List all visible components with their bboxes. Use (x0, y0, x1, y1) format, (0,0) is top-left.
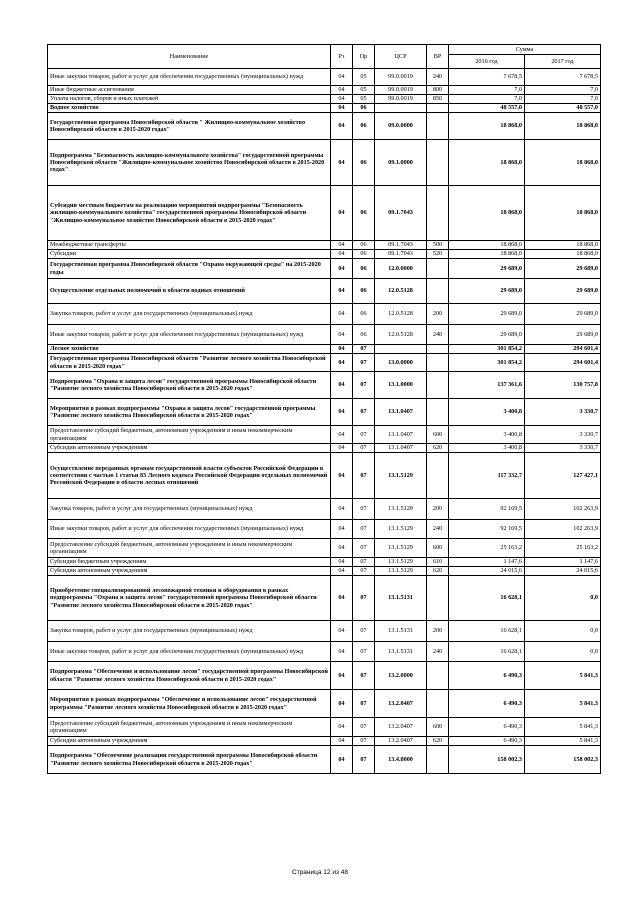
cell-rz: 04 (331, 304, 353, 325)
cell-csr: 13.1.5131 (375, 576, 427, 621)
cell-rz: 04 (331, 86, 353, 95)
cell-vr (427, 690, 449, 718)
cell-pr: 07 (353, 558, 375, 567)
cell-pr: 07 (353, 453, 375, 499)
cell-pr: 07 (353, 499, 375, 520)
cell-rz: 04 (331, 325, 353, 345)
cell-name: Водное хозяйство (48, 104, 331, 113)
cell-csr: 12.0.0000 (375, 259, 427, 279)
cell-2016: 24 015,6 (449, 567, 525, 576)
table-row (48, 642, 601, 662)
table-row (48, 499, 601, 520)
cell-csr: 13.1.5129 (375, 499, 427, 520)
cell-2017: 7,0 (525, 95, 601, 104)
cell-name: Субсидии автономным учреждениям (48, 444, 331, 453)
cell-rz: 04 (331, 279, 353, 304)
cell-2016: 16 628,1 (449, 621, 525, 642)
cell-vr: 240 (427, 520, 449, 539)
cell-pr: 05 (353, 86, 375, 95)
cell-vr: 850 (427, 95, 449, 104)
cell-vr (427, 453, 449, 499)
cell-name: Иные закупки товаров, работ и услуг для обеспечения государственных (муниципальных) нужд (48, 69, 331, 86)
cell-rz: 04 (331, 140, 353, 186)
cell-csr: 12.0.5128 (375, 325, 427, 345)
table-row (48, 520, 601, 539)
cell-2016: 6 490,3 (449, 737, 525, 746)
cell-name: Лесное хозяйство (48, 345, 331, 354)
cell-vr: 240 (427, 325, 449, 345)
cell-rz: 04 (331, 567, 353, 576)
col-name-header: Наименование (48, 45, 331, 69)
cell-vr: 500 (427, 241, 449, 250)
cell-2017: 3 330,7 (525, 399, 601, 426)
cell-2017: 29 689,0 (525, 259, 601, 279)
cell-vr: 200 (427, 499, 449, 520)
cell-pr: 06 (353, 250, 375, 259)
cell-name: Закупка товаров, работ и услуг для государственных (муниципальных) нужд (48, 621, 331, 642)
cell-csr (375, 345, 427, 354)
col-pr-header: Пр (353, 45, 375, 69)
cell-csr: 12.0.5128 (375, 304, 427, 325)
cell-2016: 7,0 (449, 95, 525, 104)
cell-csr: 09.0.0000 (375, 113, 427, 140)
cell-csr: 13.2.0407 (375, 690, 427, 718)
table-row (48, 690, 601, 718)
cell-vr (427, 113, 449, 140)
cell-name: Предоставление субсидий бюджетным, автономным учреждениям и иным некоммерческим организациям (48, 539, 331, 558)
table-row (48, 104, 601, 113)
cell-2017: 7,0 (525, 86, 601, 95)
cell-csr: 13.1.5129 (375, 539, 427, 558)
cell-csr (375, 104, 427, 113)
cell-2017: 18 868,0 (525, 113, 601, 140)
cell-rz: 04 (331, 345, 353, 354)
cell-rz: 04 (331, 372, 353, 399)
cell-vr (427, 746, 449, 774)
cell-csr: 13.1.0000 (375, 372, 427, 399)
cell-vr: 600 (427, 539, 449, 558)
cell-rz: 04 (331, 186, 353, 241)
cell-name: Подпрограмма "Охрана и защита лесов" государственной программы Новосибирской области "Развитие лесного хозяйства Новосибирской области в 2015-2020 годах" (48, 372, 331, 399)
cell-2017: 3 330,7 (525, 426, 601, 444)
table-row (48, 325, 601, 345)
cell-2017: 48 557,0 (525, 104, 601, 113)
table-row (48, 304, 601, 325)
cell-name: Подпрограмма "Безопасность жилищно-коммунального хозяйства" государственной программы Новосибирской области "Жилищно-коммунальное хозяйство Новосибирской области в 2015-2020 годах" (48, 140, 331, 186)
table-row (48, 241, 601, 250)
cell-vr (427, 279, 449, 304)
cell-vr (427, 104, 449, 113)
cell-rz: 04 (331, 241, 353, 250)
cell-2016: 1 147,6 (449, 558, 525, 567)
cell-rz: 04 (331, 259, 353, 279)
cell-name: Иные закупки товаров, работ и услуг для обеспечения государственных (муниципальных) нужд (48, 642, 331, 662)
cell-pr: 06 (353, 140, 375, 186)
table-row (48, 259, 601, 279)
cell-csr: 13.1.5129 (375, 558, 427, 567)
cell-2016: 29 689,0 (449, 259, 525, 279)
cell-pr: 07 (353, 718, 375, 737)
cell-pr: 07 (353, 399, 375, 426)
cell-vr: 610 (427, 558, 449, 567)
table-row (48, 737, 601, 746)
cell-name: Предоставление субсидий бюджетным, автономным учреждениям и иным некоммерческим организациям (48, 718, 331, 737)
cell-rz: 04 (331, 621, 353, 642)
table-row (48, 718, 601, 737)
cell-2017: 5 841,3 (525, 718, 601, 737)
cell-rz: 04 (331, 520, 353, 539)
col-csr-header: ЦСР (375, 45, 427, 69)
cell-2016: 25 163,2 (449, 539, 525, 558)
table-row (48, 113, 601, 140)
cell-2016: 18 868,0 (449, 186, 525, 241)
cell-csr: 13.1.0407 (375, 444, 427, 453)
cell-rz: 04 (331, 426, 353, 444)
cell-name: Субсидии местным бюджетам на реализацию мероприятий подпрограммы "Безопасность жилищно-коммунального хозяйства" государственной программы Новосибирской области "Жилищно-коммунальное хозяйство Новосибирской области в 2015-2020 годах" (48, 186, 331, 241)
cell-2016: 29 689,0 (449, 279, 525, 304)
cell-pr: 06 (353, 104, 375, 113)
cell-2016: 18 868,0 (449, 113, 525, 140)
cell-2016: 6 490,3 (449, 690, 525, 718)
cell-pr: 07 (353, 444, 375, 453)
cell-2016: 117 332,7 (449, 453, 525, 499)
cell-2017: 29 689,0 (525, 279, 601, 304)
cell-csr: 12.0.5128 (375, 279, 427, 304)
cell-rz: 04 (331, 399, 353, 426)
cell-2017: 18 868,0 (525, 186, 601, 241)
cell-rz: 04 (331, 95, 353, 104)
col-sum-header: Сумма (449, 45, 601, 55)
table-row (48, 746, 601, 774)
cell-vr: 200 (427, 621, 449, 642)
cell-pr: 07 (353, 737, 375, 746)
cell-csr: 13.4.0000 (375, 746, 427, 774)
cell-csr: 13.1.0407 (375, 399, 427, 426)
cell-2017: 5 841,3 (525, 662, 601, 690)
cell-rz: 04 (331, 746, 353, 774)
cell-rz: 04 (331, 690, 353, 718)
cell-pr: 07 (353, 662, 375, 690)
cell-2017: 18 868,0 (525, 250, 601, 259)
cell-pr: 07 (353, 690, 375, 718)
cell-name: Государственная программа Новосибирской области "Развитие лесного хозяйства Новосибирской области в 2015-2020 годах" (48, 354, 331, 372)
cell-vr (427, 140, 449, 186)
cell-2017: 3 330,7 (525, 444, 601, 453)
cell-csr: 99.0.0019 (375, 95, 427, 104)
cell-csr: 99.0.0019 (375, 86, 427, 95)
cell-name: Субсидии бюджетным учреждениям (48, 558, 331, 567)
cell-rz: 04 (331, 250, 353, 259)
page-number: Страница 12 из 48 (292, 869, 348, 876)
cell-2016: 3 400,8 (449, 399, 525, 426)
table-row (48, 186, 601, 241)
cell-vr: 600 (427, 718, 449, 737)
cell-rz: 04 (331, 69, 353, 86)
cell-pr: 06 (353, 113, 375, 140)
cell-csr: 13.2.0407 (375, 718, 427, 737)
cell-rz: 04 (331, 576, 353, 621)
cell-name: Иные закупки товаров, работ и услуг для обеспечения государственных (муниципальных) нужд (48, 325, 331, 345)
cell-2016: 6 490,3 (449, 718, 525, 737)
cell-pr: 06 (353, 279, 375, 304)
cell-pr: 07 (353, 746, 375, 774)
cell-2016: 92 169,5 (449, 520, 525, 539)
cell-2016: 18 868,0 (449, 250, 525, 259)
cell-2017: 18 868,0 (525, 140, 601, 186)
table-row (48, 453, 601, 499)
col-vr-header: ВР (427, 45, 449, 69)
table-row (48, 345, 601, 354)
cell-2016: 7 678,5 (449, 69, 525, 86)
cell-csr: 13.0.0000 (375, 354, 427, 372)
cell-name: Иные бюджетные ассигнования (48, 86, 331, 95)
cell-pr: 05 (353, 95, 375, 104)
cell-csr: 09.1.7043 (375, 250, 427, 259)
cell-vr: 240 (427, 69, 449, 86)
table-row (48, 558, 601, 567)
table-row (48, 372, 601, 399)
cell-2016: 7,0 (449, 86, 525, 95)
table-row (48, 426, 601, 444)
cell-csr: 13.1.5131 (375, 621, 427, 642)
cell-2017: 29 689,0 (525, 325, 601, 345)
cell-rz: 04 (331, 354, 353, 372)
cell-vr (427, 345, 449, 354)
cell-name: Мероприятия в рамках подпрограммы "Обеспечение и использование лесов" государственной программы "Развитие лесного хозяйства Новосибирской области в 2015-2020 годах" (48, 690, 331, 718)
cell-pr: 07 (353, 642, 375, 662)
table-row (48, 279, 601, 304)
cell-2017: 1 147,6 (525, 558, 601, 567)
cell-name: Государственная программа Новосибирской области " Жилищно-коммунальное хозяйство Новосибирской области в 2015-2020 годах" (48, 113, 331, 140)
cell-2017: 102 263,9 (525, 520, 601, 539)
cell-pr: 07 (353, 345, 375, 354)
table-body (48, 69, 601, 774)
budget-page (47, 44, 600, 774)
cell-vr: 200 (427, 304, 449, 325)
cell-rz: 04 (331, 444, 353, 453)
cell-rz: 04 (331, 737, 353, 746)
cell-pr: 07 (353, 520, 375, 539)
cell-vr: 620 (427, 567, 449, 576)
cell-name: Межбюджетные трансферты (48, 241, 331, 250)
table-row (48, 250, 601, 259)
cell-rz: 04 (331, 558, 353, 567)
cell-2016: 92 169,5 (449, 499, 525, 520)
cell-csr: 09.1.7043 (375, 241, 427, 250)
cell-2016: 301 854,2 (449, 354, 525, 372)
cell-name: Подпрограмма "Обеспечение и использование лесов" государственной программы Новосибирской области "Развитие лесного хозяйства Новосибирской области в 2015-2020 годах" (48, 662, 331, 690)
cell-2017: 130 757,8 (525, 372, 601, 399)
cell-csr: 13.1.0407 (375, 426, 427, 444)
cell-name: Государственная программа Новосибирской области "Охрана окружающей среды" на 2015-2020 годы (48, 259, 331, 279)
cell-2016: 6 490,3 (449, 662, 525, 690)
table-row (48, 662, 601, 690)
cell-vr (427, 354, 449, 372)
cell-csr: 13.1.5129 (375, 520, 427, 539)
cell-rz: 04 (331, 113, 353, 140)
cell-pr: 07 (353, 372, 375, 399)
cell-2017: 294 601,4 (525, 345, 601, 354)
cell-rz: 04 (331, 499, 353, 520)
cell-name: Субсидии автономным учреждениям (48, 567, 331, 576)
cell-name: Закупка товаров, работ и услуг для государственных (муниципальных) нужд (48, 304, 331, 325)
cell-2016: 301 854,2 (449, 345, 525, 354)
cell-csr: 13.1.5129 (375, 567, 427, 576)
cell-2017: 294 601,4 (525, 354, 601, 372)
table-row (48, 69, 601, 86)
col-rz-header: Рз (331, 45, 353, 69)
cell-vr: 620 (427, 444, 449, 453)
cell-csr: 99.0.0019 (375, 69, 427, 86)
cell-name: Осуществление отдельных полномочий в области водных отношений (48, 279, 331, 304)
table-row (48, 399, 601, 426)
cell-2016: 16 628,1 (449, 642, 525, 662)
cell-name: Закупка товаров, работ и услуг для государственных (муниципальных) нужд (48, 499, 331, 520)
cell-rz: 04 (331, 453, 353, 499)
cell-rz: 04 (331, 642, 353, 662)
cell-2016: 18 868,0 (449, 241, 525, 250)
col-2016-header: 2016 год (449, 55, 525, 69)
cell-name: Подпрограмма "Обеспечение реализации государственной программы Новосибирской области "Развитие лесного хозяйства Новосибирской области в 2015-2020 годах" (48, 746, 331, 774)
cell-name: Приобретение специализированной лесопожарной техники и оборудования в рамках подпрограммы "Охрана и защита лесов" государственной программы Новосибирской области "Развитие лесного хозяйства Новосибирской области в 2015-2020 годах" (48, 576, 331, 621)
cell-csr: 13.2.0000 (375, 662, 427, 690)
cell-2017: 0,0 (525, 621, 601, 642)
cell-2017: 25 163,2 (525, 539, 601, 558)
cell-name: Субсидии автономным учреждениям (48, 737, 331, 746)
header-row (48, 45, 601, 55)
cell-pr: 06 (353, 304, 375, 325)
cell-rz: 04 (331, 662, 353, 690)
table-row (48, 539, 601, 558)
cell-vr: 800 (427, 86, 449, 95)
cell-2016: 18 868,0 (449, 140, 525, 186)
table-row (48, 95, 601, 104)
cell-vr (427, 576, 449, 621)
cell-name: Мероприятия в рамках подпрограммы "Охрана и защита лесов" государственной программы "Развитие лесного хозяйства Новосибирской области в 2015-2020 годах" (48, 399, 331, 426)
cell-name: Осуществление переданных органам государственной власти субъектов Российской Федерации в соответствии с частью 1 статьи 83 Лесного кодекса Российской Федерации отдельных полномочий Российской Федерации в области лесных отношений (48, 453, 331, 499)
table-row (48, 567, 601, 576)
table-row (48, 621, 601, 642)
cell-pr: 07 (353, 539, 375, 558)
cell-2016: 137 361,6 (449, 372, 525, 399)
cell-csr: 09.1.7043 (375, 186, 427, 241)
cell-name: Уплата налогов, сборов и иных платежей (48, 95, 331, 104)
cell-2017: 5 841,3 (525, 737, 601, 746)
cell-2017: 7 678,5 (525, 69, 601, 86)
cell-pr: 07 (353, 354, 375, 372)
cell-2016: 48 557,0 (449, 104, 525, 113)
cell-csr: 13.2.0407 (375, 737, 427, 746)
cell-2017: 0,0 (525, 576, 601, 621)
cell-csr: 13.1.5131 (375, 642, 427, 662)
cell-2017: 5 841,3 (525, 690, 601, 718)
cell-2016: 16 628,1 (449, 576, 525, 621)
cell-pr: 05 (353, 69, 375, 86)
table-row (48, 576, 601, 621)
cell-vr (427, 662, 449, 690)
cell-csr: 13.1.5129 (375, 453, 427, 499)
cell-pr: 07 (353, 567, 375, 576)
table-row (48, 86, 601, 95)
cell-name: Иные закупки товаров, работ и услуг для обеспечения государственных (муниципальных) нужд (48, 520, 331, 539)
cell-2017: 18 868,0 (525, 241, 601, 250)
cell-vr (427, 186, 449, 241)
table-row (48, 444, 601, 453)
cell-2017: 24 015,6 (525, 567, 601, 576)
cell-2016: 158 002,3 (449, 746, 525, 774)
cell-pr: 07 (353, 576, 375, 621)
cell-vr: 520 (427, 250, 449, 259)
cell-csr: 09.1.0000 (375, 140, 427, 186)
cell-2017: 102 263,9 (525, 499, 601, 520)
cell-pr: 06 (353, 259, 375, 279)
budget-table (47, 44, 601, 774)
cell-pr: 06 (353, 186, 375, 241)
cell-vr: 620 (427, 737, 449, 746)
cell-2016: 3 400,8 (449, 444, 525, 453)
table-row (48, 140, 601, 186)
cell-rz: 04 (331, 104, 353, 113)
cell-2017: 0,0 (525, 642, 601, 662)
cell-name: Субсидии (48, 250, 331, 259)
cell-vr (427, 372, 449, 399)
cell-2016: 3 400,8 (449, 426, 525, 444)
cell-2017: 29 689,0 (525, 304, 601, 325)
cell-rz: 04 (331, 539, 353, 558)
cell-vr (427, 399, 449, 426)
cell-vr: 240 (427, 642, 449, 662)
cell-pr: 07 (353, 621, 375, 642)
cell-2017: 127 427,1 (525, 453, 601, 499)
cell-vr: 600 (427, 426, 449, 444)
cell-pr: 06 (353, 241, 375, 250)
table-row (48, 354, 601, 372)
cell-2016: 29 689,0 (449, 325, 525, 345)
cell-2016: 29 689,0 (449, 304, 525, 325)
col-2017-header: 2017 год (525, 55, 601, 69)
cell-pr: 07 (353, 426, 375, 444)
cell-pr: 06 (353, 325, 375, 345)
cell-name: Предоставление субсидий бюджетным, автономным учреждениям и иным некоммерческим организациям (48, 426, 331, 444)
cell-2017: 158 002,3 (525, 746, 601, 774)
cell-rz: 04 (331, 718, 353, 737)
cell-vr (427, 259, 449, 279)
